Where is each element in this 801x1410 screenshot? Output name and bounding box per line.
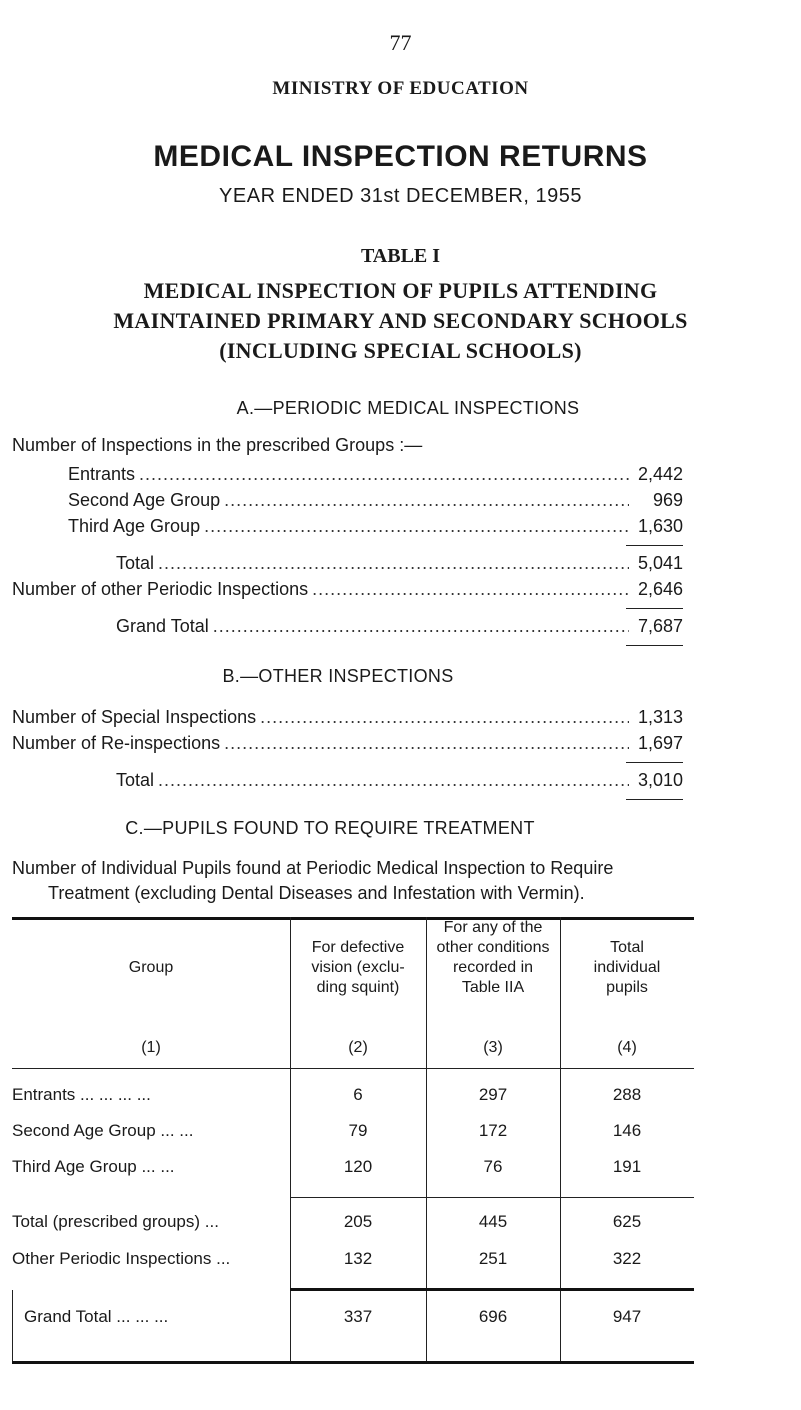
- sum-rule: [626, 799, 683, 800]
- section-c-intro-line2: Treatment (excluding Dental Diseases and Infestation with Vermin).: [48, 883, 585, 903]
- row-label: Entrants: [68, 464, 136, 484]
- table-cell: 79: [348, 1121, 368, 1140]
- table-cell: 146: [612, 1121, 642, 1140]
- col-header-num-3: (3): [483, 1039, 503, 1056]
- table-cell: 322: [612, 1249, 642, 1268]
- table-cell: 337: [343, 1307, 373, 1326]
- row-value: 2,646: [637, 579, 683, 599]
- section-a-intro: Number of Inspections in the prescribed Groups :—: [12, 435, 423, 455]
- row-value: 1,630: [637, 516, 683, 536]
- subtotal-rule: [290, 1197, 694, 1198]
- row-label: Third Age Group: [68, 516, 201, 536]
- header-rule: [12, 1068, 694, 1069]
- page-number: 77: [389, 30, 412, 55]
- table-row-group: Grand Total ... ... ...: [24, 1307, 169, 1326]
- section-a-other: [12, 579, 683, 603]
- table-cell: 297: [478, 1085, 508, 1104]
- section-a-total: [116, 553, 683, 577]
- table-cell: 205: [343, 1212, 373, 1231]
- table-cell: 132: [343, 1249, 373, 1268]
- table-cell: 696: [478, 1307, 508, 1326]
- sum-rule: [626, 608, 683, 609]
- heading-line-2: MAINTAINED PRIMARY AND SECONDARY SCHOOLS: [113, 308, 688, 333]
- col-header-other-line3: recorded in: [452, 959, 534, 976]
- sum-rule: [626, 545, 683, 546]
- table-row-group: Entrants ... ... ... ...: [12, 1085, 151, 1104]
- col-header-num-4: (4): [617, 1039, 637, 1056]
- table-cell: 625: [612, 1212, 642, 1231]
- leader-dots: [260, 707, 629, 728]
- table-cell: 76: [483, 1157, 503, 1176]
- table-cell: 191: [612, 1157, 642, 1176]
- col-header-num-2: (2): [348, 1039, 368, 1056]
- row-value: 969: [652, 490, 683, 510]
- row-value: 1,313: [637, 707, 683, 727]
- section-a-row-third-age: [68, 516, 683, 540]
- leader-dots: [224, 733, 629, 754]
- section-b-title: B.—OTHER INSPECTIONS: [222, 666, 454, 686]
- table-cell: 288: [612, 1085, 642, 1104]
- table-cell: 445: [478, 1212, 508, 1231]
- col-header-other-line1: For any of the: [443, 919, 543, 936]
- row-label: Number of other Periodic Inspections: [12, 579, 309, 599]
- table-cell: 120: [343, 1157, 373, 1176]
- section-b-special: [12, 707, 683, 731]
- row-label: Second Age Group: [68, 490, 221, 510]
- leader-dots: [224, 490, 629, 511]
- col-header-num-1: (1): [141, 1039, 161, 1056]
- section-a-row-second-age: [68, 490, 683, 514]
- table-cell: 947: [612, 1307, 642, 1326]
- leader-dots: [213, 616, 629, 637]
- row-label: Total: [116, 770, 155, 790]
- col-header-other-line2: other conditions: [436, 939, 550, 956]
- table-bottom-rule: [12, 1361, 694, 1364]
- table-label: TABLE I: [360, 245, 441, 267]
- row-value: 5,041: [637, 553, 683, 573]
- sum-rule: [626, 645, 683, 646]
- col-header-total-line3: pupils: [606, 979, 648, 996]
- row-label: Grand Total: [116, 616, 209, 636]
- section-c-title: C.—PUPILS FOUND TO REQUIRE TREATMENT: [125, 818, 535, 838]
- leader-dots: [139, 464, 629, 485]
- col-header-other-line4: Table IIA: [461, 979, 525, 996]
- heading-line-3: (INCLUDING SPECIAL SCHOOLS): [219, 338, 582, 363]
- leader-dots: [158, 553, 629, 574]
- table-row-group: Other Periodic Inspections ...: [12, 1249, 231, 1268]
- col-header-group: Group: [128, 959, 174, 976]
- row-value: 1,697: [637, 733, 683, 753]
- row-label: Number of Special Inspections: [12, 707, 257, 727]
- table-row-group: Third Age Group ... ...: [12, 1157, 175, 1176]
- sum-rule: [626, 762, 683, 763]
- leader-dots: [312, 579, 629, 600]
- table-top-rule: [12, 917, 694, 920]
- leader-dots: [158, 770, 629, 791]
- col-header-vision-line3: ding squint): [316, 979, 400, 996]
- table-row-group: Second Age Group ... ...: [12, 1121, 194, 1140]
- column-divider: [12, 1290, 13, 1362]
- row-value: 3,010: [637, 770, 683, 790]
- col-header-vision-line2: vision (exclu-: [311, 959, 405, 976]
- page-subtitle: YEAR ENDED 31st DECEMBER, 1955: [219, 185, 582, 207]
- row-label: Total: [116, 553, 155, 573]
- col-header-vision-line1: For defective: [311, 939, 405, 956]
- heading-line-1: MEDICAL INSPECTION OF PUPILS ATTENDING: [143, 278, 658, 303]
- page-title: MEDICAL INSPECTION RETURNS: [153, 140, 648, 173]
- row-value: 2,442: [637, 464, 683, 484]
- row-value: 7,687: [637, 616, 683, 636]
- table-cell: 251: [478, 1249, 508, 1268]
- section-a-title: A.—PERIODIC MEDICAL INSPECTIONS: [236, 398, 580, 418]
- col-header-total-line1: Total: [610, 939, 644, 956]
- col-header-total-line2: individual: [593, 959, 661, 976]
- section-a-row-entrants: [68, 464, 683, 488]
- section-a-grand-total: [116, 616, 683, 640]
- grand-total-rule: [290, 1288, 694, 1291]
- table-cell: 6: [353, 1085, 363, 1104]
- ministry-heading: MINISTRY OF EDUCATION: [272, 78, 529, 99]
- section-c-intro-line1: Number of Individual Pupils found at Periodic Medical Inspection to Require: [12, 858, 614, 878]
- section-b-total: [116, 770, 683, 794]
- table-row-group: Total (prescribed groups) ...: [12, 1212, 219, 1231]
- section-b-reinspections: [12, 733, 683, 757]
- leader-dots: [204, 516, 629, 537]
- table-cell: 172: [478, 1121, 508, 1140]
- row-label: Number of Re-inspections: [12, 733, 221, 753]
